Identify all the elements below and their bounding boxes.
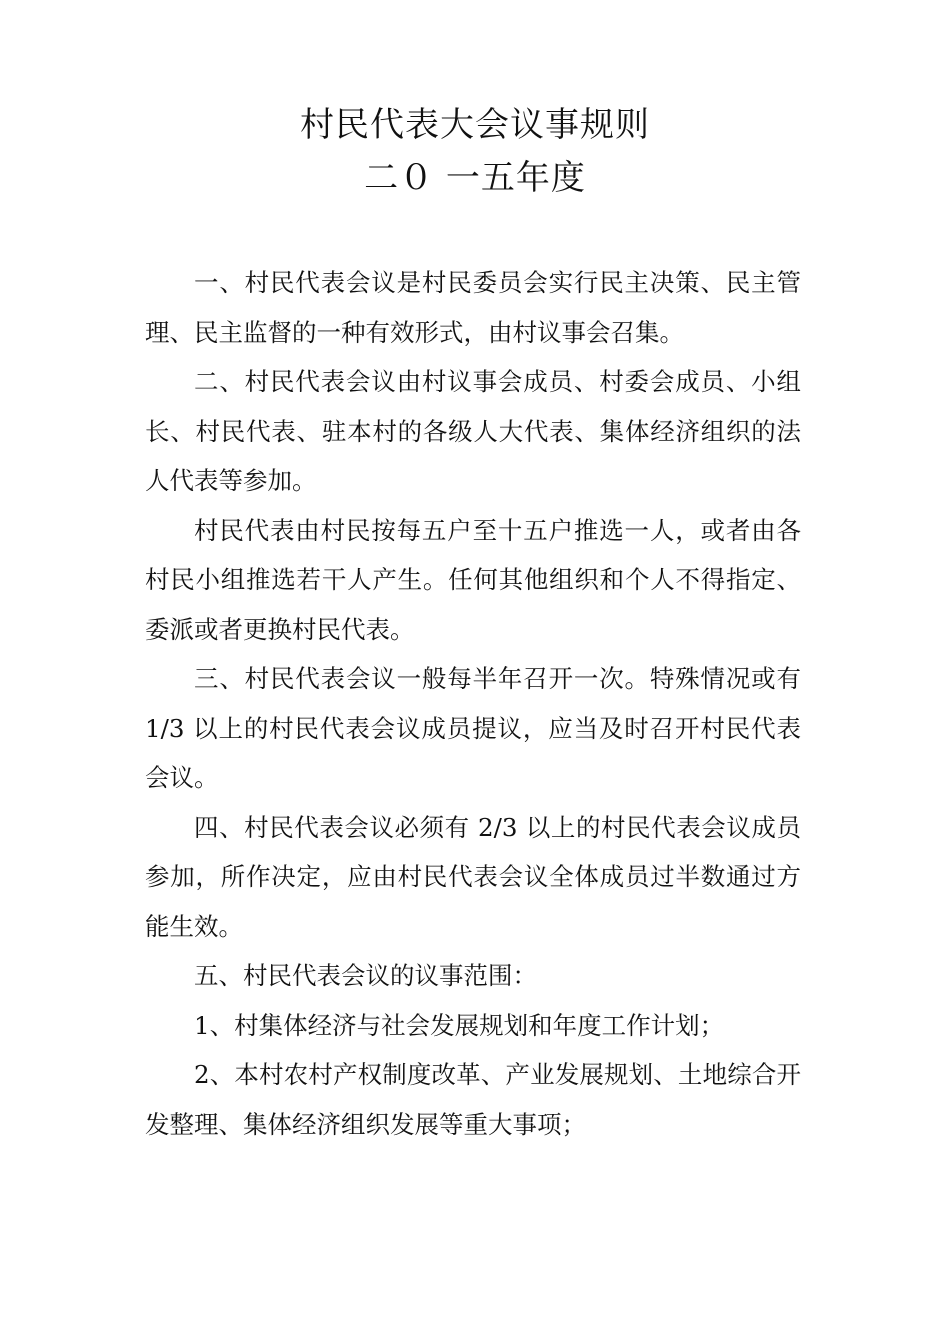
paragraph-6: 五、村民代表会议的议事范围： bbox=[194, 961, 537, 990]
document-subtitle-year: 二０ 一五年度 bbox=[364, 158, 586, 198]
document-body bbox=[145, 258, 801, 1149]
document-title: 村民代表大会议事规则 bbox=[300, 105, 650, 145]
paragraph-7: 1、村集体经济与社会发展规划和年度工作计划； bbox=[194, 1010, 725, 1040]
paragraph-8: 2、本村农村产权制度改革、产业发展规划、土地综合开发整理、集体经济组织发展等重大事项； bbox=[145, 1060, 801, 1139]
paragraph-3: 村民代表由村民按每五户至十五户推选一人，或者由各村民小组推选若干人产生。任何其他组织和个人不得指定、委派或者更换村民代表。 bbox=[145, 515, 801, 644]
paragraph-1: 一、村民代表会议是村民委员会实行民主决策、民主管理、民主监督的一种有效形式，由村议事会召集。 bbox=[145, 268, 801, 347]
paragraph-4: 三、村民代表会议一般每半年召开一次。特殊情况或有 1/3 以上的村民代表会议成员提议，应当及时召开村民代表会议。 bbox=[145, 664, 801, 792]
paragraph-2: 二、村民代表会议由村议事会成员、村委会成员、小组长、村民代表、驻本村的各级人大代表、集体经济组织的法人代表等参加。 bbox=[145, 367, 801, 495]
paragraph-5: 四、村民代表会议必须有 2/3 以上的村民代表会议成员参加，所作决定，应由村民代表会议全体成员过半数通过方能生效。 bbox=[145, 812, 801, 941]
